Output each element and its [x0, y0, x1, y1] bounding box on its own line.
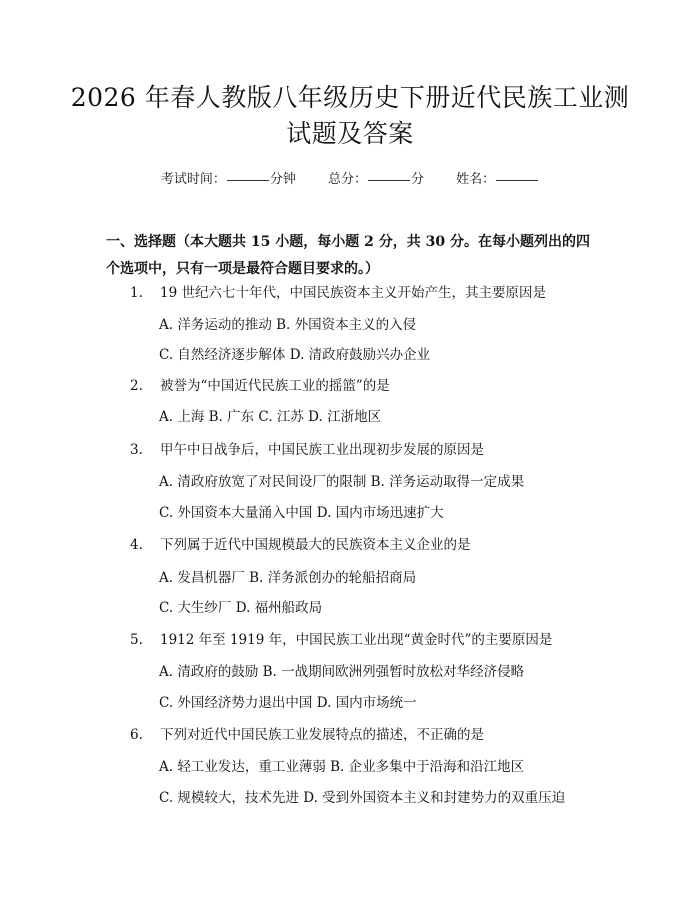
question-3-options-line-1: A. 清政府放宽了对民间设厂的限制 B. 洋务运动取得一定成果 [159, 474, 525, 490]
question-number: 4. [130, 537, 143, 553]
document-title: 2026 年春人教版八年级历史下册近代民族工业测试题及答案 [70, 83, 630, 148]
question-number: 5. [130, 632, 143, 648]
question-number: 2. [130, 378, 143, 394]
total-score-unit: 分 [411, 172, 425, 187]
name-label: 姓名： [456, 172, 496, 187]
total-score-blank [368, 180, 410, 181]
name-blank [496, 180, 538, 181]
question-6 [130, 726, 630, 744]
exam-meta-line [0, 168, 700, 187]
question-stem: 下列属于近代中国规模最大的民族资本主义企业的是 [160, 537, 471, 553]
question-2 [130, 377, 630, 395]
total-score-field [328, 168, 424, 187]
question-stem: 下列对近代中国民族工业发展特点的描述，不正确的是 [160, 727, 484, 743]
exam-time-blank [227, 180, 269, 181]
question-4 [130, 536, 630, 554]
question-number: 3. [130, 442, 143, 458]
question-number: 1. [130, 285, 143, 301]
question-3-options-line-2: C. 外国资本大量涌入中国 D. 国内市场迅速扩大 [159, 505, 444, 521]
total-score-label: 总分： [327, 172, 367, 187]
question-4-options-line-2: C. 大生纱厂 D. 福州船政局 [159, 600, 323, 616]
question-1-options-line-1: A. 洋务运动的推动 B. 外国资本主义的入侵 [159, 317, 417, 333]
question-stem: 被誉为“中国近代民族工业的摇篮”的是 [160, 378, 390, 394]
question-stem: 1912 年至 1919 年，中国民族工业出现“黄金时代”的主要原因是 [160, 632, 553, 648]
question-5 [130, 631, 630, 649]
question-5-options-line-1: A. 清政府的鼓励 B. 一战期间欧洲列强暂时放松对华经济侵略 [159, 664, 525, 680]
name-field [456, 168, 539, 187]
question-4-options-line-1: A. 发昌机器厂 B. 洋务派创办的轮船招商局 [159, 570, 417, 586]
section-header: 一、选择题（本大题共 15 小题，每小题 2 分，共 30 分。在每小题列出的四个选项中，只有一项是最符合题目要求的。） [106, 234, 590, 277]
question-1-options-line-2: C. 自然经济逐步解体 D. 清政府鼓励兴办企业 [159, 347, 431, 363]
exam-time-field [161, 168, 296, 187]
question-stem: 19 世纪六七十年代，中国民族资本主义开始产生，其主要原因是 [160, 285, 546, 301]
question-stem: 甲午中日战争后，中国民族工业出现初步发展的原因是 [160, 442, 484, 458]
question-5-options-line-2: C. 外国经济势力退出中国 D. 国内市场统一 [159, 695, 417, 711]
exam-time-unit: 分钟 [269, 172, 296, 187]
question-6-options-line-2: C. 规模较大，技术先进 D. 受到外国资本主义和封建势力的双重压迫 [159, 790, 566, 806]
question-number: 6. [130, 727, 143, 743]
question-2-options-line-1: A. 上海 B. 广东 C. 江苏 D. 江浙地区 [159, 409, 382, 425]
question-1 [130, 284, 630, 302]
question-3 [130, 441, 630, 459]
exam-time-label: 考试时间： [160, 172, 226, 187]
question-6-options-line-1: A. 轻工业发达，重工业薄弱 B. 企业多集中于沿海和沿江地区 [159, 759, 525, 775]
